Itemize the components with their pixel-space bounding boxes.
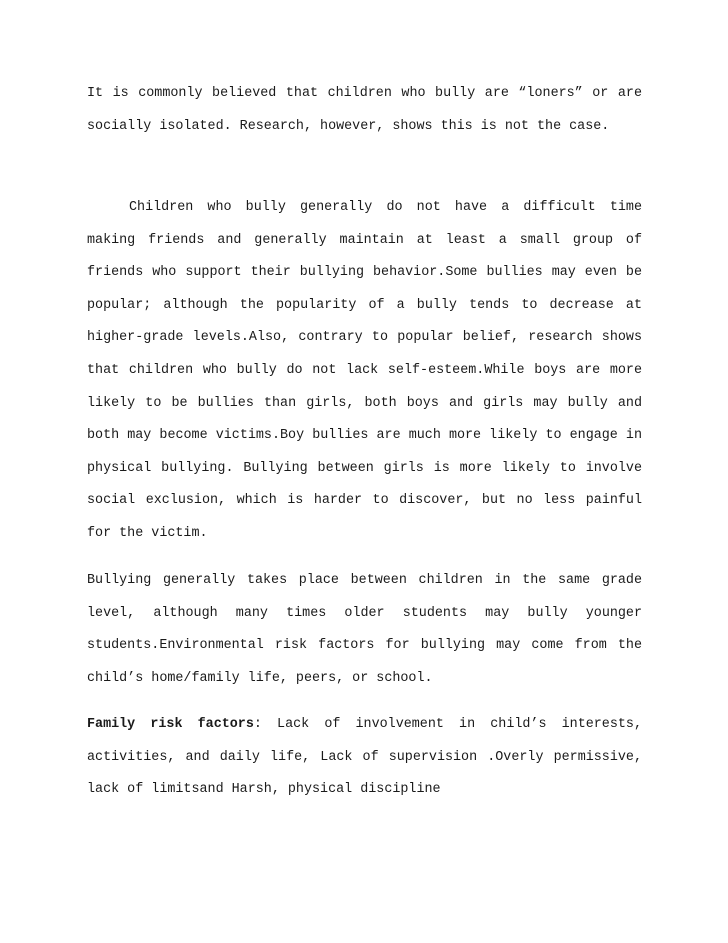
family-risk-text: : Lack of involvement in child’s interests, activities, and daily life, Lack of supervision .Overly permissive, lack of limitsand Harsh, physical discipline: [87, 717, 642, 798]
paragraph-grade-level: Bullying generally takes place between children in the same grade level, although many times older students may bully younger students.Environmental risk factors for bullying may come from the child’s home/family life, peers, or school.: [87, 573, 642, 686]
family-risk-heading: Family risk factors: [87, 717, 254, 732]
paragraph-friends: Children who bully generally do not have a difficult time making friends and generally maintain at least a small group of friends who support their bullying behavior.Some bullies may even be popular; although the popularity of a bully tends to decrease at higher-grade levels.Also, contrary to popular belief, research shows that children who bully do not lack self-esteem.While boys are more likely to be bullies than girls, both boys and girls may bully and both may become victims.Boy bullies are much more likely to engage in physical bullying. Bullying between girls is more likely to involve social exclusion, which is harder to discover, but no less painful for the victim.: [87, 200, 642, 541]
paragraph-loners: It is commonly believed that children who bully are “loners” or are socially isolated. Research, however, shows this is not the case.: [87, 86, 642, 134]
paragraph-family-risk: [87, 709, 642, 807]
